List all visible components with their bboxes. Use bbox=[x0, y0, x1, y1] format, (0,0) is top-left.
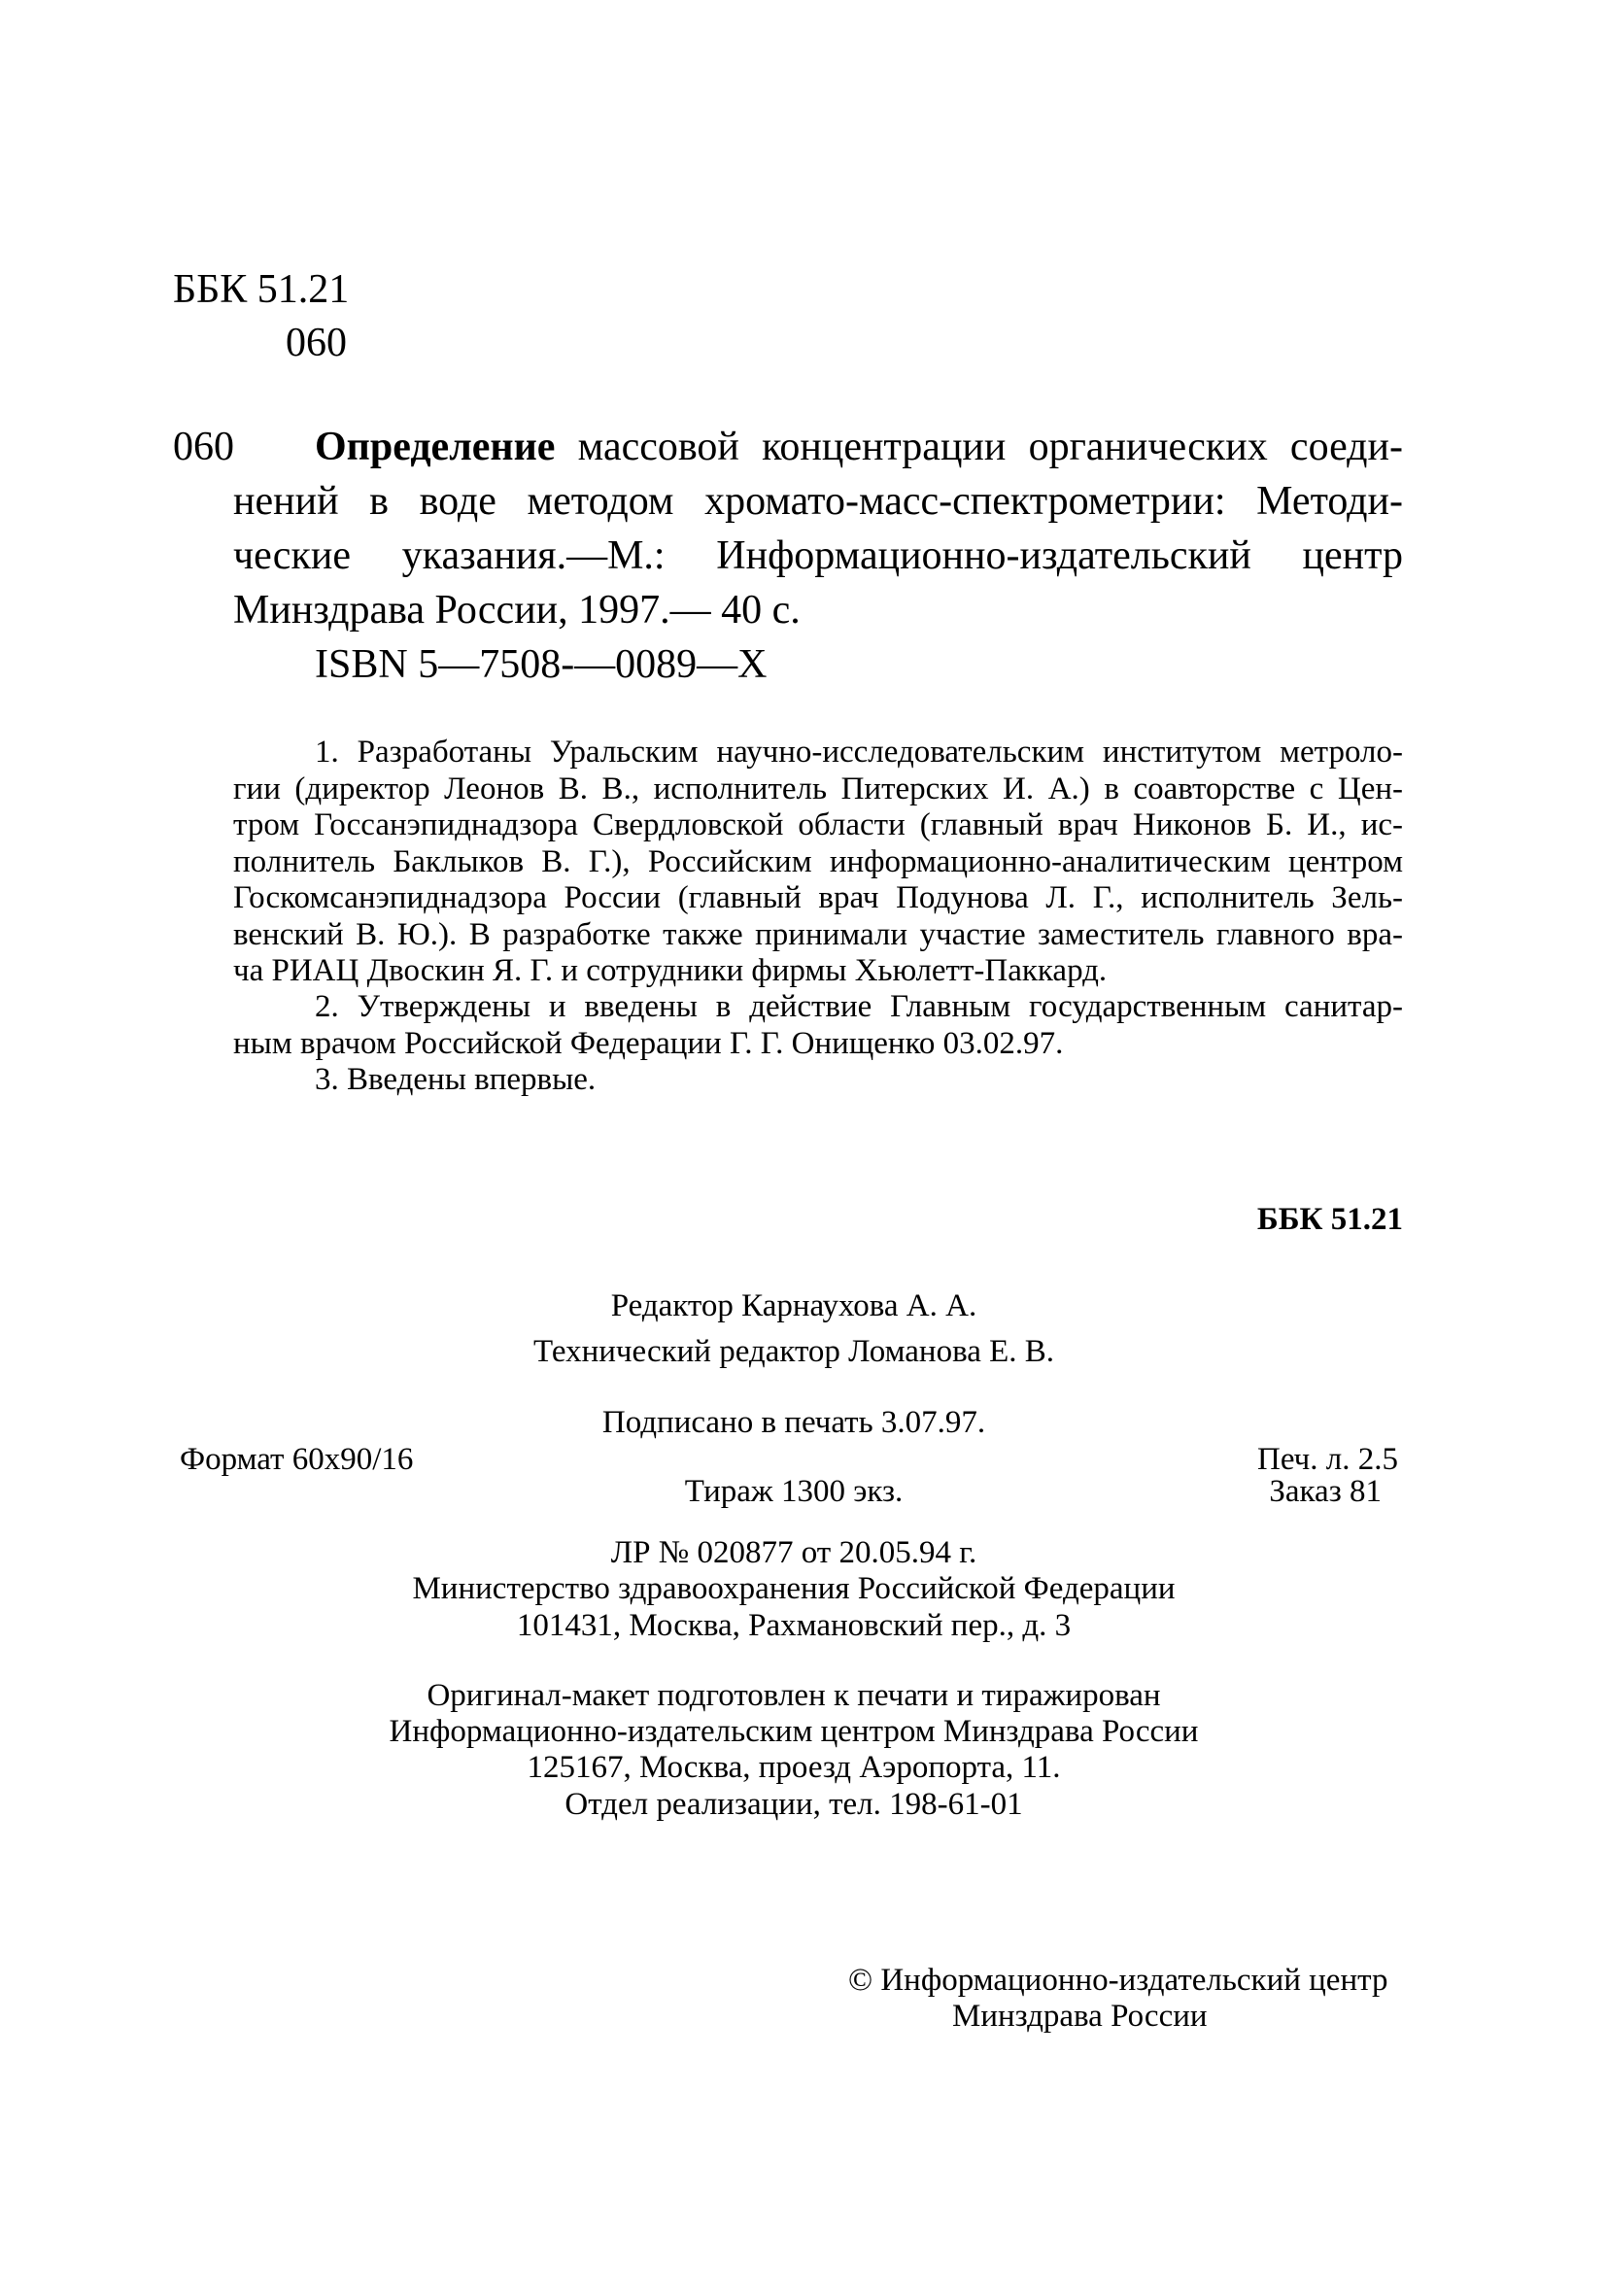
editor-line: Редактор Карнаухова А. А. bbox=[610, 1288, 977, 1323]
notes-paragraph-3: 3. Введены впервые. bbox=[315, 1062, 597, 1097]
bbk-right: ББК 51.21 bbox=[1256, 1202, 1403, 1237]
entry-line-4: Минздрава России, 1997.— 40 с. bbox=[233, 588, 801, 633]
notes-paragraph-2 bbox=[233, 989, 1403, 1062]
entry-line-2: нений в воде методом хромато-масс-спектрометрии: Методи- bbox=[233, 479, 1403, 524]
entry-line-1-rest: массовой концентрации органических соеди- bbox=[577, 425, 1404, 469]
note2-line: ным врачом Российской Федерации Г. Г. Онищенко 03.02.97. bbox=[233, 1025, 1064, 1061]
ministry-address-line: 101431, Москва, Рахмановский пер., д. 3 bbox=[516, 1608, 1072, 1643]
entry-line-1 bbox=[233, 420, 1403, 474]
format-line: Формат 60x90/16 bbox=[180, 1442, 414, 1477]
layout-line-3: 125167, Москва, проезд Аэропорта, 11. bbox=[527, 1750, 1061, 1785]
author-sign-top: 060 bbox=[286, 321, 347, 365]
note1-line: венский В. Ю.). В разработке также принимали участие заместитель главного вра- bbox=[233, 916, 1403, 952]
note1-line: полнитель Баклыков В. Г.), Российским информационно-аналитическим центром bbox=[233, 843, 1403, 879]
layout-line-1: Оригинал-макет подготовлен к печати и тиражирован bbox=[427, 1678, 1161, 1713]
ministry-line: Министерство здравоохранения Российской Федерации bbox=[412, 1571, 1176, 1606]
entry-title-bold: Определение bbox=[315, 425, 556, 469]
layout-line-4: Отдел реализации, тел. 198-61-01 bbox=[564, 1787, 1023, 1822]
entry-line-3: ческие указания.—М.: Информационно-издательский центр bbox=[233, 533, 1403, 578]
bibliographic-entry bbox=[233, 420, 1403, 637]
note1-line: ча РИАЦ Двоскин Я. Г. и сотрудники фирмы Хьюлетт-Паккард. bbox=[233, 953, 1108, 988]
note1-line: гии (директор Леонов В. В., исполнитель Питерских И. А.) в соавторстве с Цен- bbox=[233, 771, 1403, 806]
isbn: ISBN 5—7508-—0089—X bbox=[315, 642, 768, 687]
note1-line: тром Госсанэпиднадзора Свердловской области (главный врач Никонов Б. И., ис- bbox=[233, 807, 1403, 842]
note1-line: Госкомсанэпиднадзора России (главный врач Подунова Л. Г., исполнитель Зель- bbox=[233, 880, 1403, 915]
print-run-line: Тираж 1300 экз. bbox=[684, 1474, 904, 1509]
copyright-line-1: © Информационно-издательский центр bbox=[848, 1963, 1388, 1998]
sheets-line: Печ. л. 2.5 bbox=[1257, 1442, 1398, 1477]
note1-line: 1. Разработаны Уральским научно-исследовательским институтом метроло- bbox=[315, 735, 1403, 770]
layout-line-2: Информационно-издательским центром Минздрава России bbox=[389, 1714, 1199, 1749]
order-line: Заказ 81 bbox=[1269, 1474, 1382, 1509]
signed-line: Подписано в печать 3.07.97. bbox=[601, 1405, 986, 1440]
copyright-line-2: Минздрава России bbox=[952, 1999, 1208, 2034]
notes-paragraph-1 bbox=[233, 735, 1403, 990]
note2-line: 2. Утверждены и введены в действие Главным государственным санитар- bbox=[315, 989, 1403, 1024]
author-sign-entry: 060 bbox=[173, 425, 234, 469]
tech-editor-line: Технический редактор Ломанова Е. В. bbox=[532, 1334, 1055, 1369]
license-line: ЛР № 020877 от 20.05.94 г. bbox=[610, 1535, 977, 1570]
bbk-index: ББК 51.21 bbox=[173, 267, 350, 312]
